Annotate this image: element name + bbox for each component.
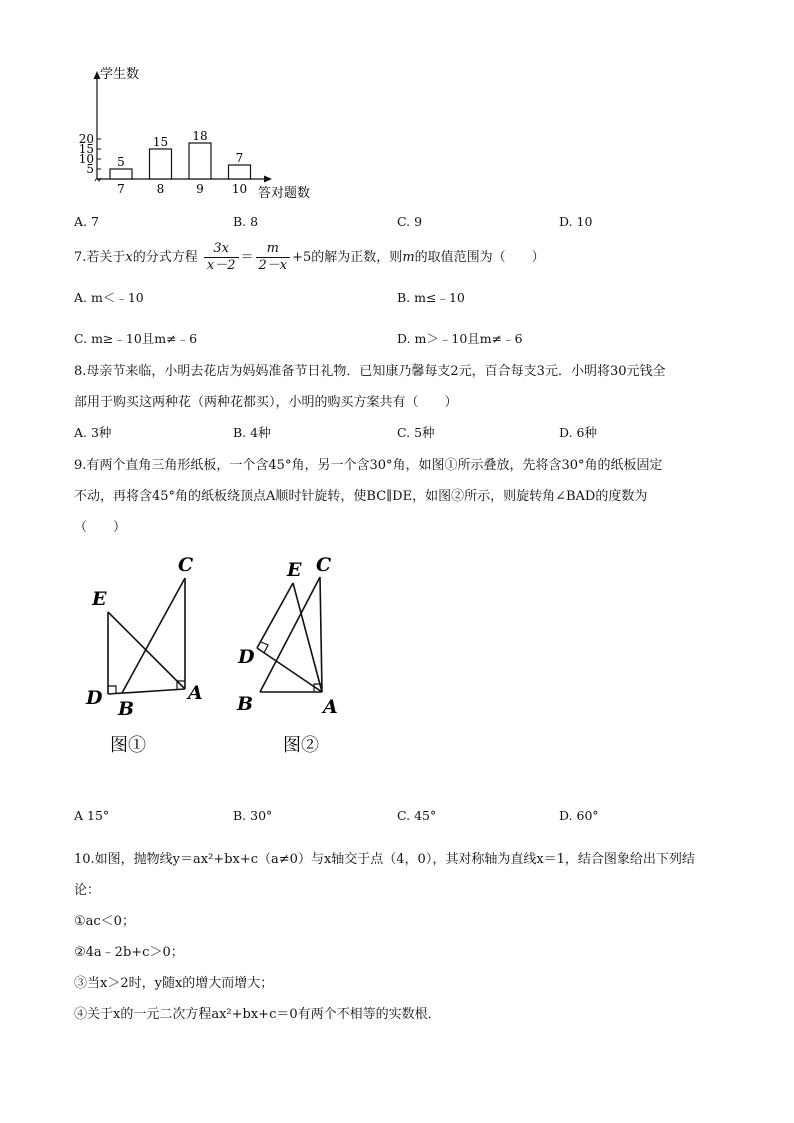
q10-conclusion-3: ③当x＞2时，y随x的增大而增大； xyxy=(74,976,274,991)
bar-value-label: 5 xyxy=(117,155,125,169)
q9-line-3: （ ） xyxy=(74,520,127,535)
x-tick-label: 7 xyxy=(117,182,125,196)
bar-chart xyxy=(70,62,400,202)
q7-option-b[interactable]: B. m≤﹣10 xyxy=(397,290,465,305)
q7-f1-numerator: 3x xyxy=(204,241,239,258)
fig1-caption: 图① xyxy=(110,735,146,756)
fig1-edge-ea xyxy=(108,612,185,689)
q9-line-1: 9.有两个直角三角形纸板，一个含45°角，另一个含30°角，如图①所示叠放，先将含30°角的纸板固定 xyxy=(74,458,663,473)
chart-bars xyxy=(110,129,251,196)
x-tick-label: 10 xyxy=(231,182,248,196)
q10-conclusion-1: ①ac＜0； xyxy=(74,914,135,929)
x-tick-label: 8 xyxy=(156,182,165,196)
bar-value-label: 18 xyxy=(192,129,208,143)
q7-plus: +5的解为正数，则 xyxy=(292,250,403,265)
q7-f2-denominator: 2－x xyxy=(258,258,288,273)
bar xyxy=(110,169,132,179)
q7-equals: ＝ xyxy=(240,250,254,265)
fig2-label-d: D xyxy=(238,646,255,668)
fig1-label-e: E xyxy=(92,588,107,610)
fig1-label-a: A xyxy=(188,682,203,704)
fig2-label-a: A xyxy=(323,696,338,718)
q7-option-d[interactable]: D. m＞﹣10且m≠﹣6 xyxy=(397,331,523,346)
y-tick-label: 20 xyxy=(78,132,94,146)
q7-f2-numerator: m xyxy=(256,241,291,258)
q6-option-a[interactable]: A. 7 xyxy=(74,214,99,229)
q9-option-d[interactable]: D. 60° xyxy=(559,808,599,823)
q7-option-a[interactable]: A. m＜﹣10 xyxy=(74,290,144,305)
q7-fraction-1 xyxy=(204,241,239,274)
q8-line-2: 部用于购买这两种花（两种花都买），小明的购买方案共有（ ） xyxy=(74,395,458,410)
q7-var-x: x xyxy=(125,250,133,265)
q6-option-b[interactable]: B. 8 xyxy=(233,214,259,229)
q8-option-b[interactable]: B. 4种 xyxy=(233,425,271,440)
bar xyxy=(189,143,211,179)
q7-option-c[interactable]: C. m≥﹣10且m≠﹣6 xyxy=(74,331,198,346)
q6-option-d[interactable]: D. 10 xyxy=(559,214,593,229)
y-tick-label: 15 xyxy=(78,142,94,156)
q9-figures xyxy=(80,545,380,765)
q9-option-b[interactable]: B. 30° xyxy=(233,808,273,823)
q6-option-c[interactable]: C. 9 xyxy=(397,214,423,229)
q7-question xyxy=(74,240,545,276)
q8-option-a[interactable]: A. 3种 xyxy=(74,425,112,440)
y-tick-label: 5 xyxy=(86,162,94,176)
figure-2 xyxy=(257,577,322,692)
q8-option-c[interactable]: C. 5种 xyxy=(397,425,435,440)
fig1-label-b: B xyxy=(118,698,135,720)
q10-conclusion-4: ④关于x的一元二次方程ax²+bx+c＝0有两个不相等的实数根． xyxy=(74,1007,441,1022)
fig2-label-e: E xyxy=(287,559,302,581)
fig2-label-b: B xyxy=(237,693,254,715)
fig2-caption: 图② xyxy=(283,735,319,756)
y-tick-label: 10 xyxy=(78,152,94,166)
bar xyxy=(229,165,251,179)
x-axis-label: 答对题数 xyxy=(258,186,311,201)
figure-1 xyxy=(108,578,185,694)
q10-conclusion-2: ②4a﹣2b+c＞0； xyxy=(74,945,184,960)
fig2-label-c: C xyxy=(316,554,332,576)
q7-suffix: 的取值范围为（ ） xyxy=(414,250,545,265)
q9-line-2: 不动，再将含45°角的纸板绕顶点A顺时针旋转，使BC∥DE，如图②所示，则旋转角∠BAD的度数为 xyxy=(74,489,648,504)
q10-line-1: 10.如图，抛物线y＝ax²+bx+c（a≠0）与x轴交于点（4，0），其对称轴为直线x＝1，结合图象给出下列结 xyxy=(74,852,695,867)
q8-line-1: 8.母亲节来临，小明去花店为妈妈准备节日礼物．已知康乃馨每支2元，百合每支3元．小明将30元钱全 xyxy=(74,364,666,379)
fig1-edge-da xyxy=(108,689,185,694)
q7-mid: 的分式方程 xyxy=(132,250,198,265)
q7-var-m: m xyxy=(402,250,415,265)
fig2-edge-ca xyxy=(320,577,322,692)
q9-option-a[interactable]: A 15° xyxy=(74,808,110,823)
bar-value-label: 15 xyxy=(152,135,169,149)
q7-f1-denominator: x－2 xyxy=(206,258,236,273)
q8-option-d[interactable]: D. 6种 xyxy=(559,425,597,440)
fig2-edge-bc xyxy=(260,577,320,692)
y-axis-label: 学生数 xyxy=(100,67,140,82)
q7-fraction-2 xyxy=(256,241,291,274)
x-tick-label: 9 xyxy=(196,182,204,196)
q9-option-c[interactable]: C. 45° xyxy=(397,808,437,823)
bar xyxy=(150,149,172,179)
bar-value-label: 7 xyxy=(235,151,244,165)
q7-prefix: 7.若关于 xyxy=(74,250,126,265)
q10-line-2: 论： xyxy=(74,883,101,898)
x-axis-arrow xyxy=(264,176,272,183)
fig1-label-c: C xyxy=(178,554,194,576)
fig1-label-d: D xyxy=(86,687,103,709)
